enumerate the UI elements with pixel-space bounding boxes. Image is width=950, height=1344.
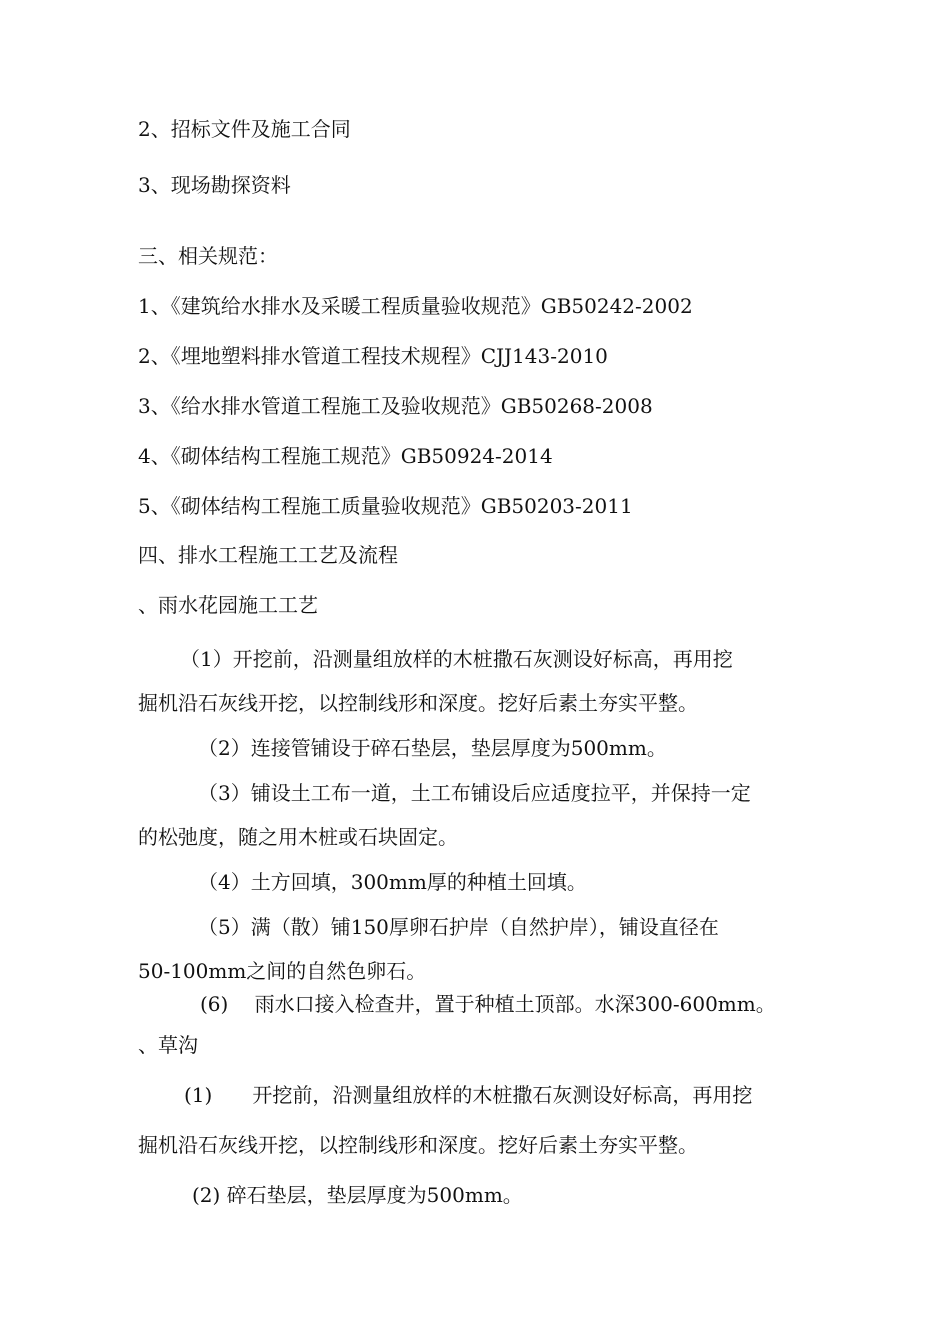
grass-ditch-step-1-line-1: (1) 开挖前，沿测量组放样的木桩撒石灰测设好标高，再用挖 — [184, 1083, 753, 1107]
section-3-heading: 三、相关规范： — [138, 244, 278, 268]
rain-garden-step-1-line-2: 掘机沿石灰线开挖，以控制线形和深度。挖好后素土夯实平整。 — [138, 691, 698, 715]
ref-item-3: 3、现场勘探资料 — [138, 173, 291, 197]
rain-garden-step-3-line-1: （3）铺设土工布一道，土工布铺设后应适度拉平，并保持一定 — [198, 781, 751, 805]
standard-item-3: 3、《给水排水管道工程施工及验收规范》GB50268-2008 — [138, 394, 653, 418]
standard-item-1: 1、《建筑给水排水及采暖工程质量验收规范》GB50242-2002 — [138, 294, 693, 318]
standard-item-4: 4、《砌体结构工程施工规范》GB50924-2014 — [138, 444, 553, 468]
rain-garden-step-2: （2）连接管铺设于碎石垫层，垫层厚度为500mm。 — [198, 736, 667, 760]
rain-garden-step-5-line-1: （5）满（散）铺150厚卵石护岸（自然护岸），铺设直径在 — [198, 915, 719, 939]
rain-garden-step-4: （4）土方回填，300mm厚的种植土回填。 — [198, 870, 587, 894]
rain-garden-step-6: (6) 雨水口接入检查井，置于种植土顶部。水深300-600mm。 — [200, 992, 776, 1016]
standard-item-2: 2、《埋地塑料排水管道工程技术规程》CJJ143-2010 — [138, 344, 608, 368]
rain-garden-step-3-line-2: 的松弛度，随之用木桩或石块固定。 — [138, 825, 458, 849]
grass-ditch-step-2: (2) 碎石垫层，垫层厚度为500mm。 — [192, 1183, 523, 1207]
ref-item-2: 2、招标文件及施工合同 — [138, 117, 351, 141]
rain-garden-step-1-line-1: （1）开挖前，沿测量组放样的木桩撒石灰测设好标高，再用挖 — [180, 647, 733, 671]
grass-ditch-step-1-line-2: 掘机沿石灰线开挖，以控制线形和深度。挖好后素土夯实平整。 — [138, 1133, 698, 1157]
grass-ditch-heading: 、草沟 — [138, 1033, 198, 1057]
section-4-heading: 四、排水工程施工工艺及流程 — [138, 543, 398, 567]
standard-item-5: 5、《砌体结构工程施工质量验收规范》GB50203-2011 — [138, 494, 633, 518]
rain-garden-heading: 、雨水花园施工工艺 — [138, 593, 318, 617]
rain-garden-step-5-line-2: 50-100mm之间的自然色卵石。 — [138, 959, 427, 983]
